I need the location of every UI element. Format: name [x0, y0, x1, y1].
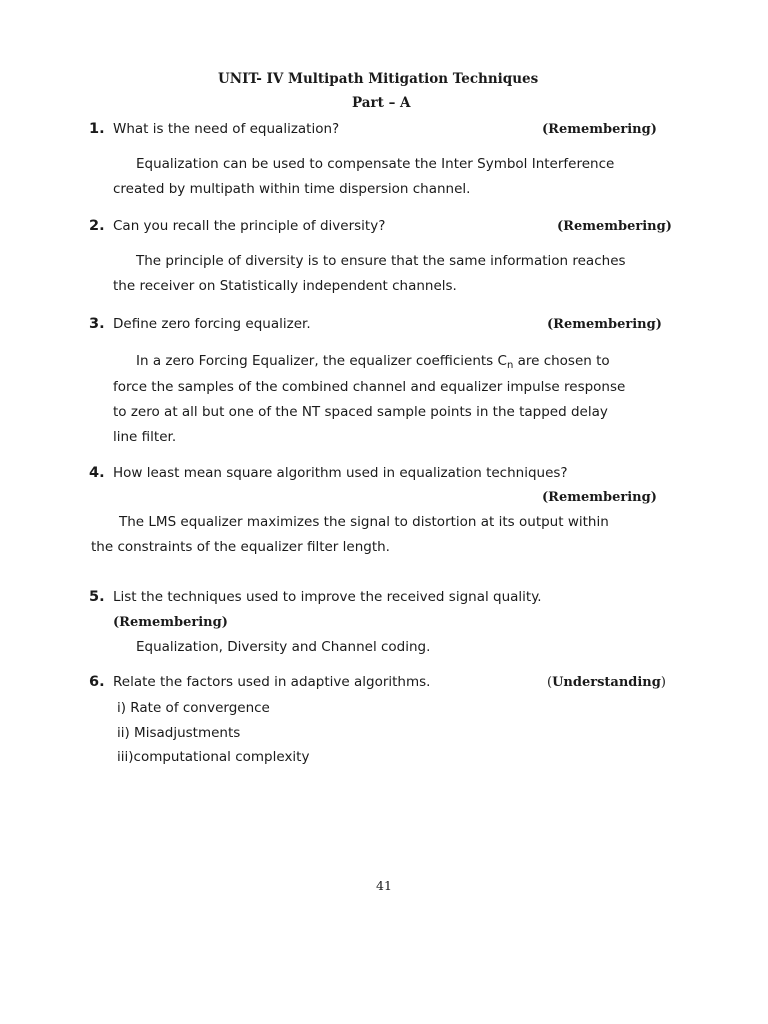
answer-line: the constraints of the equalizer filter length. [91, 539, 390, 555]
question-text: Define zero forcing equalizer. [113, 316, 311, 332]
answer-line: the receiver on Statistically independent channels. [113, 278, 457, 294]
question-text: What is the need of equalization? [113, 121, 340, 137]
answer-line: i) Rate of convergence [117, 700, 270, 716]
question-number: 5. [89, 589, 105, 605]
answer-line: created by multipath within time dispersion channel. [113, 181, 471, 197]
level-tag: (Remembering) [547, 317, 662, 332]
question-text: Relate the factors used in adaptive algorithms. [113, 674, 431, 690]
question-number: 1. [89, 121, 105, 137]
part-heading: Part – A [352, 95, 411, 111]
answer-line: Equalization, Diversity and Channel coding. [136, 639, 431, 655]
unit-title: UNIT- IV Multipath Mitigation Techniques [218, 71, 539, 87]
question-number: 2. [89, 218, 105, 234]
question-text: Can you recall the principle of diversity? [113, 218, 386, 234]
answer-line: Equalization can be used to compensate the Inter Symbol Interference [136, 156, 615, 172]
answer-line: force the samples of the combined channel and equalizer impulse response [113, 379, 626, 395]
level-tag: (Remembering) [542, 490, 657, 505]
answer-line: In a zero Forcing Equalizer, the equalizer coefficients $C_n$ are chosen to [136, 353, 610, 371]
question-text: How least mean square algorithm used in equalization techniques? [113, 465, 568, 481]
level-tag: (Remembering) [542, 122, 657, 137]
level-tag: (Remembering) [113, 615, 228, 630]
question-number: 6. [89, 674, 105, 690]
answer-line: line filter. [113, 429, 177, 445]
answer-line: The principle of diversity is to ensure that the same information reaches [136, 253, 626, 269]
answer-line: ii) Misadjustments [117, 725, 241, 741]
question-number: 4. [89, 465, 105, 481]
level-tag: (Remembering) [557, 219, 672, 234]
level-tag: (Understanding) [547, 675, 666, 690]
answer-line: iii)computational complexity [117, 749, 310, 765]
answer-line: to zero at all but one of the NT spaced sample points in the tapped delay [113, 404, 608, 420]
answer-line: The LMS equalizer maximizes the signal to distortion at its output within [119, 514, 609, 530]
question-number: 3. [89, 316, 105, 332]
question-text: List the techniques used to improve the received signal quality. [113, 589, 542, 605]
page-number: 41 [376, 878, 392, 893]
